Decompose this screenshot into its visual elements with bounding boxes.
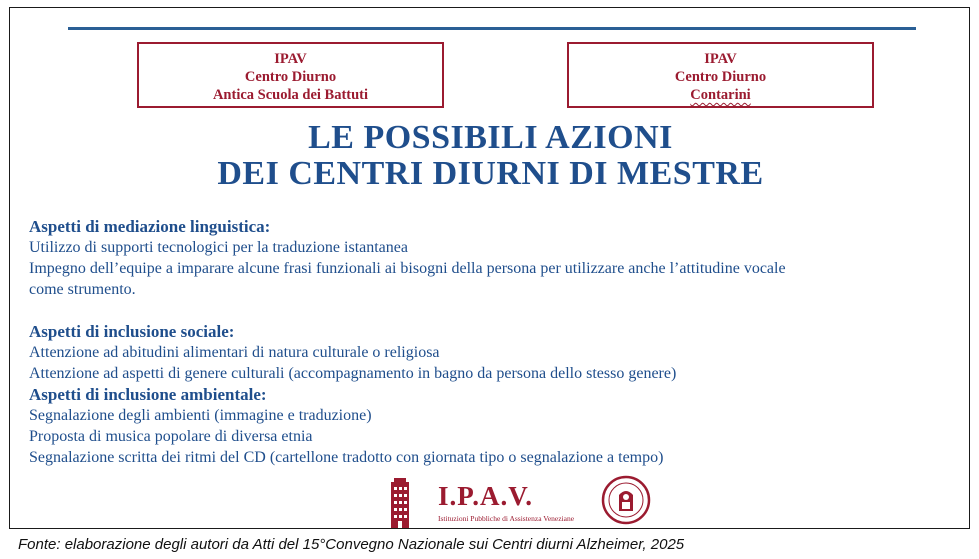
seal-logo-icon: [601, 475, 651, 525]
top-rule: [68, 27, 916, 30]
section-heading-sociale: Aspetti di inclusione sociale:: [29, 322, 235, 341]
center-box-battuti: [137, 42, 444, 108]
box-left-line1: IPAV: [274, 51, 307, 67]
ipav-logo-text: I.P.A.V.: [438, 481, 534, 511]
section-heading-ambientale: Aspetti di inclusione ambientale:: [29, 385, 267, 404]
spacer: [29, 300, 959, 321]
box-right-line1: IPAV: [704, 51, 737, 67]
title-line-2: DEI CENTRI DIURNI DI MESTRE: [217, 155, 764, 192]
box-right-line3: Contarini: [690, 87, 751, 103]
title-line-1: LE POSSIBILI AZIONI: [308, 119, 673, 156]
figure-caption: Fonte: elaborazione degli autori da Atti del 15°Convegno Nazionale sui Centri diurni Alzheimer, 2025: [18, 536, 685, 553]
box-left-line2: Centro Diurno: [244, 69, 337, 85]
box-left-line3: Antica Scuola dei Battuti: [212, 87, 369, 103]
section-line: Segnalazione scritta dei ritmi del CD (cartellone tradotto con giornata tipo o segnalazione a tempo): [29, 449, 664, 466]
section-heading-mediazione: Aspetti di mediazione linguistica:: [29, 217, 271, 236]
section-line: Proposta di musica popolare di diversa etnia: [29, 428, 313, 445]
box-right-line2: Centro Diurno: [674, 69, 767, 85]
section-line: Utilizzo di supporti tecnologici per la traduzione istantanea: [29, 239, 408, 256]
tower-logo-icon: [388, 478, 412, 528]
content: [29, 216, 959, 468]
section-line: Impegno dell’equipe a imparare alcune frasi funzionali ai bisogni della persona per utilizzare anche l’attitudine vocale: [29, 260, 786, 277]
section-line: Attenzione ad abitudini alimentari di natura culturale o religiosa: [29, 344, 440, 361]
section-line: come strumento.: [29, 281, 136, 298]
section-line: Segnalazione degli ambienti (immagine e traduzione): [29, 407, 372, 424]
center-box-contarini: [567, 42, 874, 108]
ipav-logo-subtitle: Istituzioni Pubbliche di Assistenza Veneziane: [438, 514, 575, 523]
section-line: Attenzione ad aspetti di genere culturali (accompagnamento in bagno da persona dello stesso genere): [29, 365, 677, 382]
slide: [9, 7, 970, 529]
footer-logos: [388, 474, 668, 528]
